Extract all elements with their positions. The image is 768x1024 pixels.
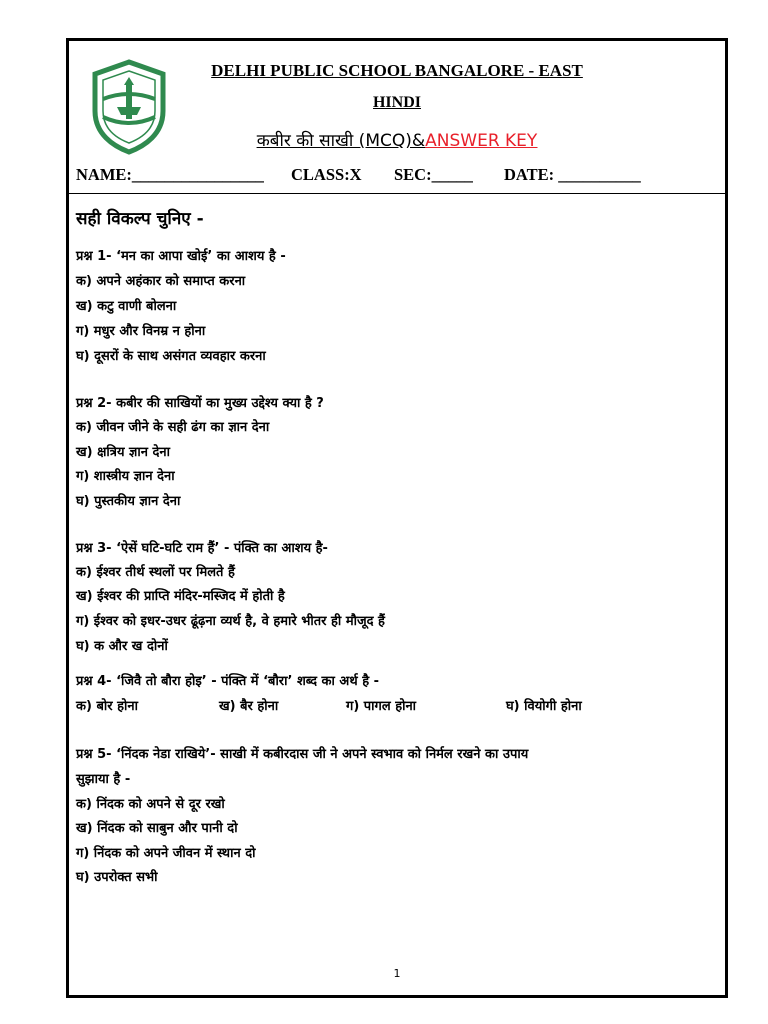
class-field: CLASS:X — [291, 165, 362, 184]
question-3-option-b: ख) ईश्वर की प्राप्ति मंदिर-मस्जिद में होती है — [76, 589, 285, 604]
question-5-option-d: घ) उपरोक्त सभी — [76, 870, 158, 885]
page-frame — [66, 38, 728, 998]
question-5-option-a: क) निंदक को अपने से दूर रखो — [76, 797, 225, 812]
question-1-option-b: ख) कटु वाणी बोलना — [76, 299, 177, 314]
question-5-option-c: ग) निंदक को अपने जीवन में स्थान दो — [76, 846, 256, 861]
question-4-option-b: ख) बैर होना — [219, 699, 279, 714]
question-1-option-a: क) अपने अहंकार को समाप्त करना — [76, 274, 246, 289]
question-3-option-c: ग) ईश्वर को इधर-उधर ढूंढ़ना व्यर्थ है, वे हमारे भीतर ही मौजूद हैं — [76, 614, 385, 629]
question-1-option-c: ग) मधुर और विनम्र न होना — [76, 324, 206, 339]
question-2-option-c: ग) शास्त्रीय ज्ञान देना — [76, 469, 175, 484]
question-2-option-b: ख) क्षत्रिय ज्ञान देना — [76, 445, 170, 460]
name-field: NAME:________________ — [76, 165, 264, 184]
question-5-text: प्रश्न 5- ‘निंदक नेडा राखिये’- साखी में कबीरदास जी ने अपने स्वभाव को निर्मल रखने का उपाय — [76, 747, 529, 762]
question-5-text-continued: सुझाया है - — [76, 772, 131, 787]
question-1-text: प्रश्न 1- ‘मन का आपा खोई’ का आशय है - — [76, 249, 286, 264]
question-4-text: प्रश्न 4- ‘जिवै तो बौरा होइ’ - पंक्ति में ‘बौरा’ शब्द का अर्थ है - — [76, 674, 380, 689]
document-header — [69, 41, 725, 194]
question-2-option-a: क) जीवन जीने के सही ढंग का ज्ञान देना — [76, 420, 270, 435]
worksheet-title: कबीर की साखी (MCQ)&ANSWER KEY — [256, 131, 538, 151]
instruction-heading: सही विकल्प चुनिए - — [76, 209, 204, 229]
question-3-text: प्रश्न 3- ‘ऐसें घटि-घटि राम हैं’ - पंक्ति का आशय है- — [76, 541, 328, 556]
question-1-option-d: घ) दूसरों के साथ असंगत व्यवहार करना — [76, 349, 266, 364]
question-4-option-d: घ) वियोगी होना — [506, 699, 582, 714]
question-2-text: प्रश्न 2- कबीर की साखियों का मुख्य उद्देश्य क्या है ? — [76, 396, 324, 411]
page-number: 1 — [393, 967, 401, 980]
school-name: DELHI PUBLIC SCHOOL BANGALORE - EAST — [211, 61, 583, 80]
date-field: DATE: __________ — [504, 165, 641, 184]
question-4-option-a: क) बोर होना — [76, 699, 138, 714]
question-3-option-a: क) ईश्वर तीर्थ स्थलों पर मिलते हैं — [76, 565, 235, 580]
subject-title: HINDI — [372, 94, 421, 111]
question-3-option-d: घ) क और ख दोनों — [76, 639, 168, 654]
question-2-option-d: घ) पुस्तकीय ज्ञान देना — [76, 494, 181, 509]
section-field: SEC:_____ — [394, 165, 473, 184]
student-info-row — [76, 165, 716, 187]
question-5-option-b: ख) निंदक को साबुन और पानी दो — [76, 821, 238, 836]
question-4-option-c: ग) पागल होना — [346, 699, 417, 714]
